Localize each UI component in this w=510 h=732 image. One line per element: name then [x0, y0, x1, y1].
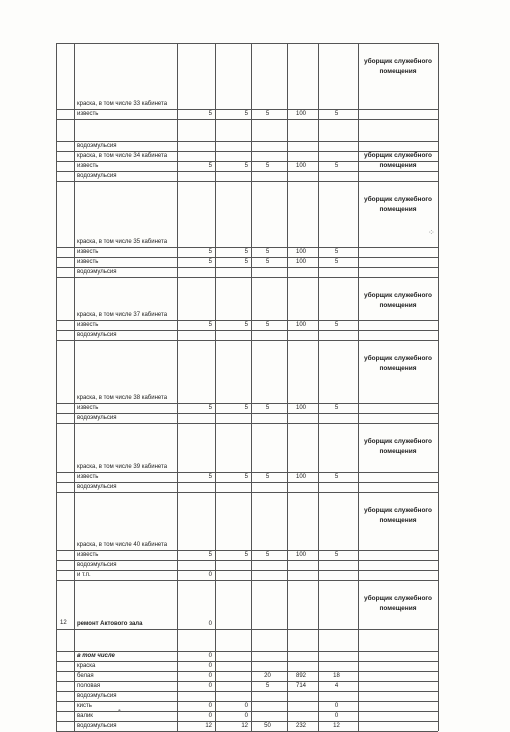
cell-value: 100	[295, 111, 306, 117]
grid-line	[56, 661, 438, 662]
row-label: водоэмульсия	[77, 693, 117, 699]
row-label: краска, в том числе 39 кабинета	[77, 464, 168, 470]
row-label: известь	[77, 552, 99, 558]
grid-line	[56, 492, 438, 493]
grid-line	[56, 423, 438, 424]
grid-line	[56, 560, 438, 561]
row-label: водоэмульсия	[77, 562, 117, 568]
cell-value: 5	[208, 111, 212, 117]
grid-line	[56, 721, 438, 722]
grid-line	[56, 711, 438, 712]
row-label: краска, в том числе 37 кабинета	[77, 312, 168, 318]
row-label: краска, в том числе 34 кабинета	[77, 153, 168, 159]
grid-line	[56, 629, 438, 630]
row-label: и т.п.	[77, 572, 91, 578]
cell-value: 5	[208, 322, 212, 328]
cell-value: 5	[334, 163, 339, 169]
row-number: 12	[60, 620, 67, 626]
note-label-clipped: уборщик служебного помещения	[363, 152, 433, 169]
cell-value: 5	[334, 322, 339, 328]
cell-value: 100	[295, 405, 306, 411]
cell-value: 5	[244, 259, 248, 265]
cell-value: 5	[265, 249, 270, 255]
cell-value: 5	[334, 552, 339, 558]
cell-value: 5	[208, 163, 212, 169]
grid-line	[56, 691, 438, 692]
note-label: уборщик служебного помещения	[363, 595, 433, 612]
cell-value: 0	[334, 713, 339, 719]
cell-value: 100	[295, 552, 306, 558]
cell-value: 12	[241, 723, 248, 729]
row-label: водоэмульсия	[77, 332, 117, 338]
row-label: кисть	[77, 703, 92, 709]
cell-value: 232	[295, 723, 306, 729]
cell-value: 5	[244, 474, 248, 480]
grid-line	[56, 330, 438, 331]
grid-line	[56, 671, 438, 672]
row-label: валик	[77, 713, 93, 719]
cell-value: 5	[334, 111, 339, 117]
cell-value: 12	[205, 723, 212, 729]
cell-value: 100	[295, 249, 306, 255]
cell-value: 5	[208, 552, 212, 558]
row-label: белая	[77, 673, 94, 679]
cell-value: 5	[244, 111, 248, 117]
grid-line	[56, 277, 438, 278]
cell-value: 12	[333, 723, 340, 729]
cell-value: 100	[295, 474, 306, 480]
row-label: известь	[77, 474, 99, 480]
cell-value: 5	[244, 405, 248, 411]
cell-value: 5	[208, 405, 212, 411]
cell-value: 5	[334, 474, 339, 480]
grid-line	[56, 403, 438, 404]
note-label: уборщик служебного помещения	[363, 292, 433, 309]
row-label: краска, в том числе 38 кабинета	[77, 395, 168, 401]
cell-value: 0	[334, 703, 339, 709]
row-label: краска, в том числе 40 кабинета	[77, 542, 168, 548]
grid-line	[56, 141, 438, 142]
grid-line	[251, 43, 252, 731]
note-label: уборщик служебного помещения	[363, 355, 433, 372]
grid-line	[56, 580, 438, 581]
grid-line	[74, 43, 75, 731]
cell-value: 20	[264, 673, 271, 679]
grid-line	[56, 171, 438, 172]
cell-value: 5	[244, 322, 248, 328]
cell-value: 4	[334, 683, 339, 689]
row-label: известь	[77, 163, 99, 169]
row-label: половая	[77, 683, 101, 689]
cell-value: 0	[208, 621, 212, 627]
row-label: краска, в том числе 33 кабинета	[77, 101, 168, 107]
row-label: водоэмульсия	[77, 269, 117, 275]
grid-line	[56, 43, 438, 44]
cell-value: 5	[265, 474, 270, 480]
grid-line	[56, 701, 438, 702]
cell-value: 50	[264, 723, 271, 729]
cell-value: 0	[208, 572, 212, 578]
grid-line	[56, 247, 438, 248]
grid-line	[56, 550, 438, 551]
grid-line	[287, 43, 288, 731]
row-label: ремонт Актового зала	[77, 621, 143, 627]
row-label: краска, в том числе 35 кабинета	[77, 239, 168, 245]
cell-value: 100	[295, 163, 306, 169]
note-label: уборщик служебного помещения	[363, 507, 433, 524]
cell-value: 5	[208, 259, 212, 265]
cell-value: 5	[265, 683, 270, 689]
grid-line	[56, 320, 438, 321]
note-label: уборщик служебного помещения	[363, 196, 433, 213]
cell-value: 5	[208, 249, 212, 255]
cell-value: 5	[265, 405, 270, 411]
cell-value: 100	[295, 259, 306, 265]
grid-line	[56, 43, 57, 731]
grid-line	[56, 651, 438, 652]
scan-speck: ⁘	[428, 228, 435, 237]
row-label: в том числе	[77, 653, 115, 659]
cell-value: 5	[334, 259, 339, 265]
note-label: уборщик служебного помещения	[363, 58, 433, 75]
cell-value: 0	[208, 673, 212, 679]
scan-speck: •	[118, 706, 121, 715]
cell-value: 5	[208, 474, 212, 480]
cell-value: 5	[244, 249, 248, 255]
cell-value: 5	[334, 405, 339, 411]
cell-value: 5	[265, 111, 270, 117]
cell-value: 0	[208, 713, 212, 719]
grid-line	[438, 43, 439, 731]
row-label: известь	[77, 249, 99, 255]
row-label: водоэмульсия	[77, 484, 117, 490]
cell-value: 5	[244, 552, 248, 558]
cell-value: 5	[334, 249, 339, 255]
row-label: известь	[77, 111, 99, 117]
row-label: водоэмульсия	[77, 415, 117, 421]
cell-value: 0	[244, 703, 248, 709]
grid-line	[56, 267, 438, 268]
cell-value: 5	[265, 322, 270, 328]
row-label: водоэмульсия	[77, 723, 117, 729]
grid-line	[56, 257, 438, 258]
grid-line	[56, 413, 438, 414]
row-label: водоэмульсия	[77, 143, 117, 149]
grid-line	[215, 43, 216, 731]
grid-line	[177, 43, 178, 731]
row-label: водоэмульсия	[77, 173, 117, 179]
cell-value: 0	[208, 703, 212, 709]
cell-value: 5	[265, 259, 270, 265]
row-label: известь	[77, 405, 99, 411]
cell-value: 5	[265, 552, 270, 558]
cell-value: 714	[295, 683, 306, 689]
cell-value: 5	[265, 163, 270, 169]
grid-line	[56, 482, 438, 483]
cell-value: 0	[208, 683, 212, 689]
cell-value: 892	[295, 673, 306, 679]
note-label: уборщик служебного помещения	[363, 438, 433, 455]
cell-value: 0	[244, 713, 248, 719]
grid-line	[56, 181, 438, 182]
cell-value: 100	[295, 322, 306, 328]
row-label: краска	[77, 663, 96, 669]
cell-value: 0	[208, 653, 212, 659]
cell-value: 0	[208, 663, 212, 669]
grid-line	[56, 681, 438, 682]
cell-value: 18	[333, 673, 340, 679]
grid-line	[358, 43, 359, 731]
grid-line	[56, 570, 438, 571]
grid-line	[56, 472, 438, 473]
row-label: известь	[77, 322, 99, 328]
grid-line	[318, 43, 319, 731]
grid-line	[56, 109, 438, 110]
grid-line	[56, 340, 438, 341]
row-label: известь	[77, 259, 99, 265]
grid-line	[56, 119, 438, 120]
cell-value: 5	[244, 163, 248, 169]
